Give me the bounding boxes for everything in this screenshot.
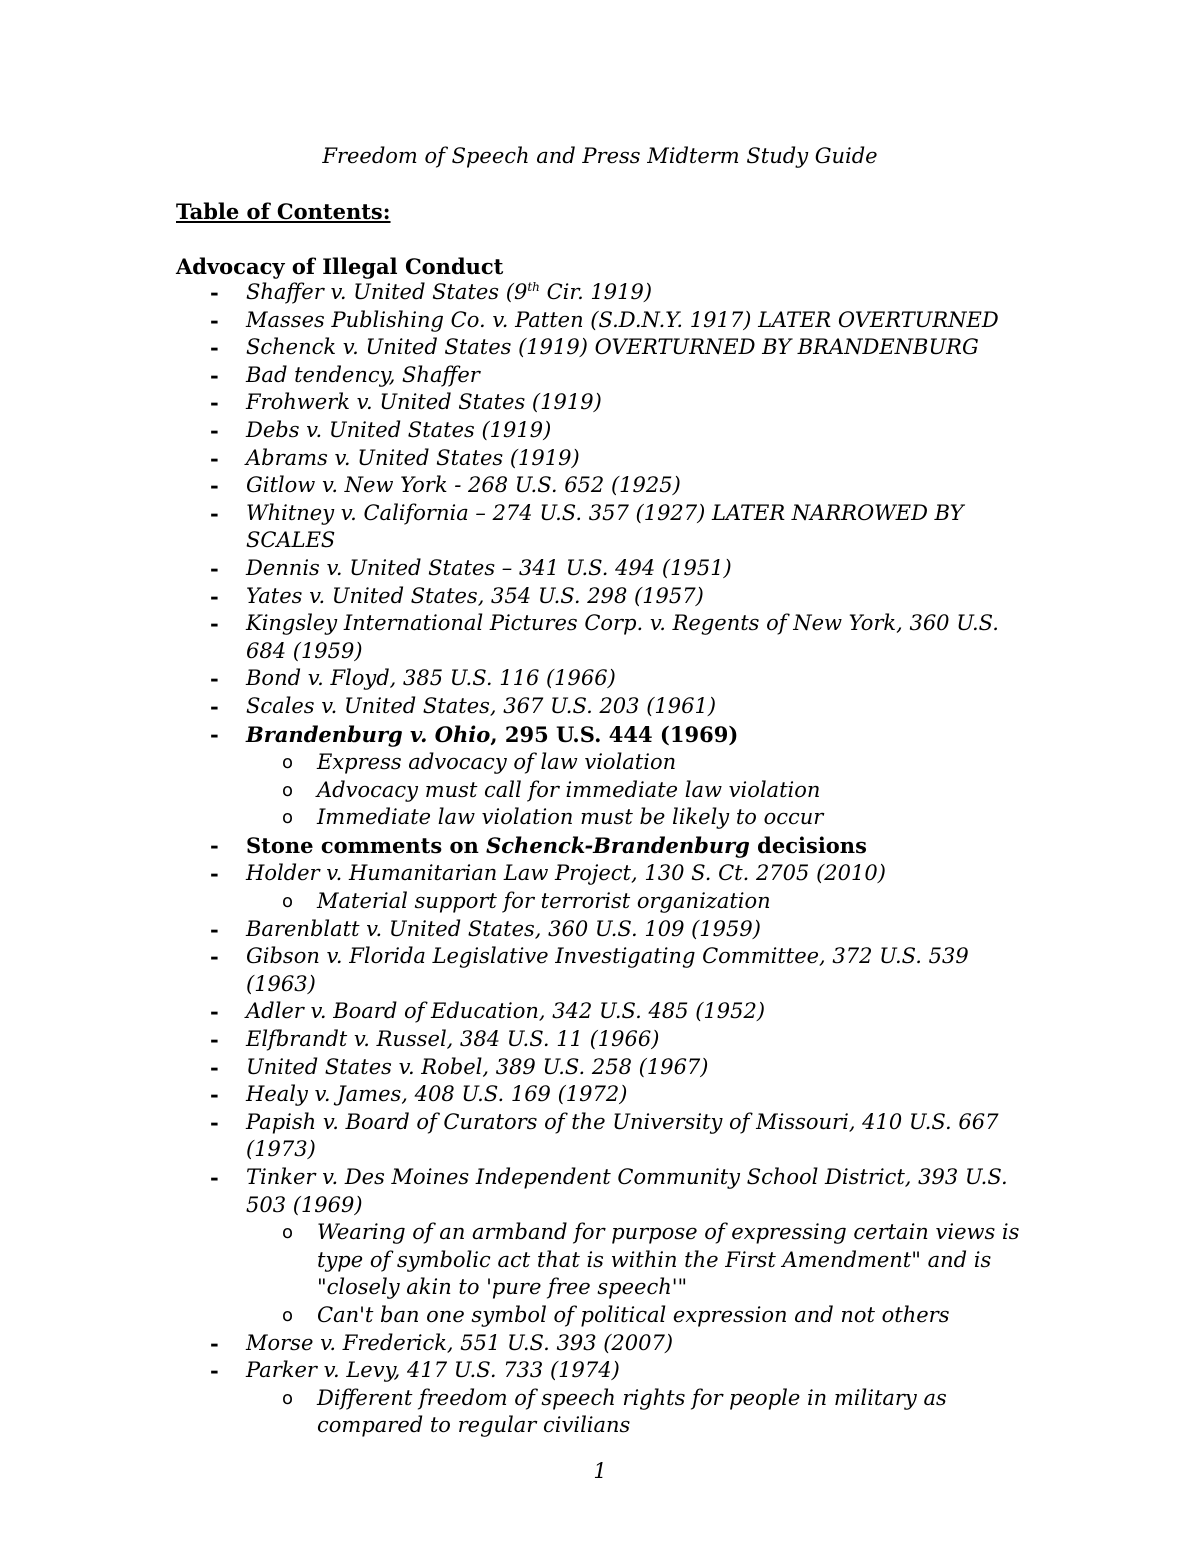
case-text: Bad tendency, Shaffer: [246, 362, 480, 387]
sub-list-item: [0, 804, 1200, 832]
list-item: [0, 1109, 1200, 1164]
sub-list-item: [0, 749, 1200, 777]
dash-bullet: -: [210, 500, 219, 526]
list-item: [0, 279, 1200, 307]
list-item: [0, 1081, 1200, 1109]
case-list: [0, 279, 1200, 1440]
list-item: [0, 998, 1200, 1026]
dash-bullet: -: [210, 611, 219, 637]
case-text: Scales v. United States, 367 U.S. 203 (1961): [246, 693, 717, 718]
case-text: Tinker v. Des Moines Independent Community School District, 393 U.S. 503 (1969): [246, 1165, 1008, 1217]
case-citation-bold: , 295 U.S. 444 (1969): [490, 721, 739, 747]
dash-bullet: -: [210, 1165, 219, 1190]
list-item: [0, 860, 1200, 888]
case-text: Gibson v. Florida Legislative Investigating Committee, 372 U.S. 539 (1963): [246, 944, 969, 996]
list-item: [0, 943, 1200, 998]
superscript: th: [527, 280, 540, 294]
dash-bullet: -: [210, 666, 219, 692]
stone-comments-text: Stone comments on: [246, 832, 487, 858]
circle-bullet: o: [282, 891, 294, 913]
dash-bullet: -: [210, 721, 219, 747]
circle-bullet: o: [282, 1304, 294, 1326]
dash-bullet: -: [210, 1109, 219, 1135]
case-text: Debs v. United States (1919): [246, 417, 552, 442]
section-heading: Advocacy of Illegal Conduct: [176, 254, 504, 279]
list-item: [0, 832, 1200, 861]
sub-list-item: [0, 777, 1200, 805]
sub-item-text: Different freedom of speech rights for people in military as compared to regular civilians: [317, 1385, 947, 1438]
case-text: Barenblatt v. United States, 360 U.S. 109 (1959): [246, 916, 761, 941]
page-number: 1: [593, 1459, 607, 1483]
dash-bullet: -: [210, 1082, 219, 1108]
case-text: Healy v. James, 408 U.S. 169 (1972): [246, 1082, 628, 1107]
list-item: [0, 1054, 1200, 1082]
list-item: [0, 555, 1200, 583]
dash-bullet: -: [210, 280, 219, 305]
dash-bullet: -: [210, 693, 219, 719]
list-item: [0, 1330, 1200, 1358]
circle-bullet: o: [282, 752, 294, 774]
case-text: Masses Publishing Co. v. Patten (S.D.N.Y. 1917) LATER OVERTURNED: [246, 307, 999, 332]
dash-bullet: -: [210, 417, 219, 443]
circle-bullet: o: [282, 779, 294, 801]
case-text: Frohwerk v. United States (1919): [246, 390, 602, 415]
case-text: Abrams v. United States (1919): [246, 445, 580, 470]
dash-bullet: -: [210, 999, 219, 1025]
sub-list-item: [0, 1219, 1200, 1302]
circle-bullet: o: [282, 807, 294, 829]
dash-bullet: -: [210, 832, 219, 858]
list-item: [0, 1164, 1200, 1219]
list-item: [0, 362, 1200, 390]
sub-item-text: Advocacy must call for immediate law violation: [317, 777, 821, 802]
dash-bullet: -: [210, 944, 219, 970]
sub-list-item: [0, 888, 1200, 916]
case-text: Holder v. Humanitarian Law Project, 130 S. Ct. 2705 (2010): [246, 861, 886, 886]
list-item: [0, 1357, 1200, 1385]
case-text: Parker v. Levy, 417 U.S. 733 (1974): [246, 1358, 620, 1383]
sub-list-item: [0, 1302, 1200, 1330]
case-text: Shaffer v. United States (9: [246, 280, 528, 304]
dash-bullet: -: [210, 362, 219, 388]
sub-item-text: Wearing of an armband for purpose of expressing certain views is type of symbolic act that is within the First Amendment" and is "closely akin to 'pure free speech'": [317, 1220, 1020, 1300]
case-text: Adler v. Board of Education, 342 U.S. 485 (1952): [246, 999, 766, 1024]
list-item: [0, 916, 1200, 944]
list-item: [0, 307, 1200, 335]
case-text: Morse v. Frederick, 551 U.S. 393 (2007): [246, 1330, 674, 1355]
list-item: [0, 693, 1200, 721]
stone-comments-cases: Schenck-Brandenburg: [486, 832, 750, 858]
case-text: Whitney v. California – 274 U.S. 357 (1927) LATER NARROWED BY SCALES: [246, 500, 964, 553]
dash-bullet: -: [210, 861, 219, 887]
dash-bullet: -: [210, 1054, 219, 1080]
case-text: Dennis v. United States – 341 U.S. 494 (1951): [246, 555, 732, 580]
dash-bullet: -: [210, 307, 219, 333]
case-name-bold: Brandenburg v. Ohio: [246, 721, 491, 747]
case-text: Schenck v. United States (1919) OVERTURNED BY BRANDENBURG: [246, 335, 979, 360]
list-item: [0, 500, 1200, 555]
case-text: Kingsley International Pictures Corp. v. Regents of New York, 360 U.S. 684 (1959): [246, 611, 999, 663]
case-text: Gitlow v. New York - 268 U.S. 652 (1925): [246, 473, 681, 498]
case-text: Papish v. Board of Curators of the University of Missouri, 410 U.S. 667 (1973): [246, 1109, 999, 1162]
list-item: [0, 583, 1200, 611]
dash-bullet: -: [210, 445, 219, 471]
dash-bullet: -: [210, 916, 219, 942]
list-item: [0, 445, 1200, 473]
list-item: [0, 721, 1200, 750]
case-text: Elfbrandt v. Russel, 384 U.S. 11 (1966): [246, 1027, 660, 1052]
stone-comments-suffix: decisions: [749, 832, 867, 858]
case-text: Bond v. Floyd, 385 U.S. 116 (1966): [246, 666, 616, 691]
dash-bullet: -: [210, 1027, 219, 1053]
list-item: [0, 610, 1200, 665]
sub-item-text: Material support for terrorist organization: [317, 889, 771, 914]
list-item: [0, 334, 1200, 362]
sub-item-text: Express advocacy of law violation: [317, 750, 677, 775]
list-item: [0, 389, 1200, 417]
dash-bullet: -: [210, 335, 219, 361]
dash-bullet: -: [210, 1358, 219, 1384]
dash-bullet: -: [210, 583, 219, 609]
dash-bullet: -: [210, 1330, 219, 1356]
circle-bullet: o: [282, 1387, 294, 1409]
sub-list-item: [0, 1385, 1200, 1440]
dash-bullet: -: [210, 555, 219, 581]
case-text: Cir. 1919): [539, 280, 653, 304]
sub-item-text: Can't ban one symbol of political expression and not others: [317, 1302, 950, 1327]
circle-bullet: o: [282, 1222, 294, 1244]
case-text: Yates v. United States, 354 U.S. 298 (1957): [246, 583, 704, 608]
dash-bullet: -: [210, 473, 219, 499]
document-title: Freedom of Speech and Press Midterm Study Guide: [322, 144, 878, 168]
list-item: [0, 665, 1200, 693]
list-item: [0, 472, 1200, 500]
table-of-contents-heading: Table of Contents:: [176, 199, 391, 224]
case-text: United States v. Robel, 389 U.S. 258 (1967): [246, 1054, 709, 1079]
list-item: [0, 1026, 1200, 1054]
dash-bullet: -: [210, 390, 219, 416]
sub-item-text: Immediate law violation must be likely to occur: [317, 805, 824, 830]
list-item: [0, 417, 1200, 445]
